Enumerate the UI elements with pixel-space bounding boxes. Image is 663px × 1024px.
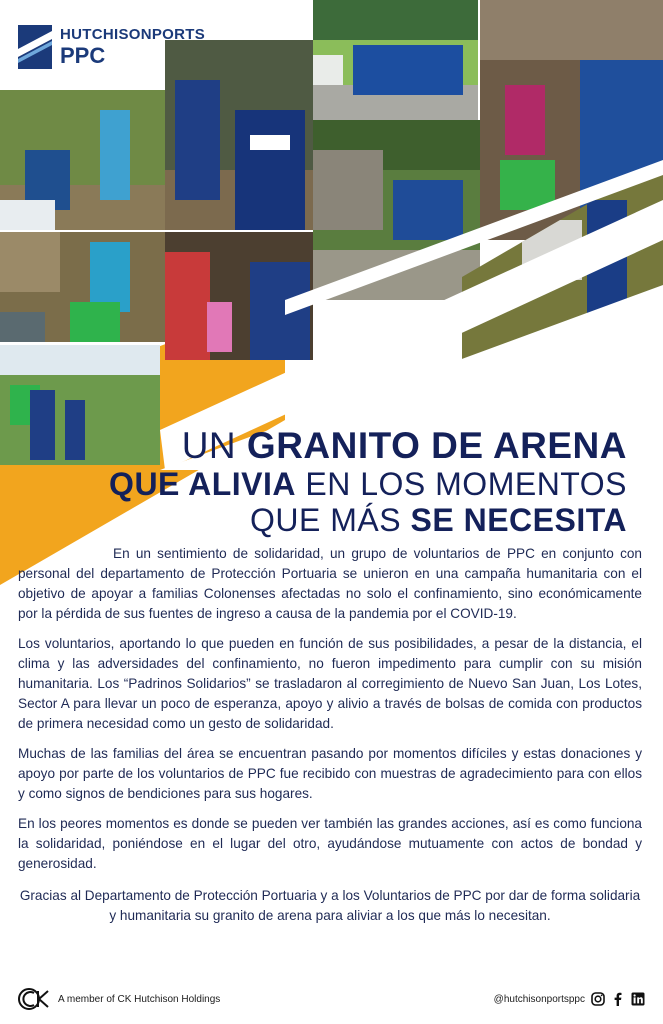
member-text: A member of CK Hutchison Holdings <box>58 993 221 1005</box>
footer <box>18 985 645 1013</box>
ck-logo-icon <box>18 988 52 1010</box>
headline <box>109 426 627 538</box>
closing-paragraph: Gracias al Departamento de Protección Portuaria y a los Voluntarios de PPC por dar de forma solidaria y humanitaria su granito de arena para aliviar a los que más lo necesitan. <box>19 888 641 923</box>
headline-emphasis: GRANITO DE ARENA <box>246 425 627 466</box>
paragraph: En un sentimiento de solidaridad, un grupo de voluntarios de PPC en conjunto con personal del departamento de Protección Portuaria se unieron en una campaña humanitaria con el objetivo de apoyar a familias Colonenses afectadas no solo el confinamiento, sino económicamente por la pérdida de sus fuentes de ingreso a causa de la pandemia por el COVID-19. <box>18 546 642 621</box>
diagonal-frame <box>0 0 663 470</box>
instagram-icon[interactable] <box>591 992 605 1006</box>
photo-collage <box>0 0 663 470</box>
headline-emphasis: QUE ALIVIA <box>109 466 296 502</box>
hutchison-ports-logo <box>18 25 205 69</box>
social-handle[interactable]: @hutchisonportsppc <box>493 993 585 1005</box>
paragraph: En los peores momentos es donde se pueden ver también las grandes acciones, así es como funciona la solidaridad, poniéndose en el lugar del otro, ayudándose mutuamente con actos de bondad y generosidad. <box>18 816 642 871</box>
logo-ppc: PPC <box>60 43 106 68</box>
article-body <box>18 544 642 936</box>
facebook-icon[interactable] <box>611 992 625 1006</box>
headline-word: QUE MÁS <box>250 502 411 538</box>
headline-word: UN <box>181 425 247 466</box>
linkedin-icon[interactable] <box>631 992 645 1006</box>
ports-logo-icon <box>18 25 52 69</box>
headline-emphasis: SE NECESITA <box>410 502 627 538</box>
paragraph: Los voluntarios, aportando lo que pueden en función de sus posibilidades, a pesar de la distancia, el clima y las adversidades del confinamiento, no fueron impedimento para cumplir con su misión humanitaria. Los “Padrinos Solidarios” se trasladaron al corregimiento de Nuevo San Juan, Los Lotes, Sector A para llevar un poco de esperanza, apoyo y alivio a través de bolsas de comida con productos de primera necesidad como un gesto de solidaridad. <box>18 636 642 731</box>
logo-brand-name: HUTCHISONPORTS <box>60 26 206 43</box>
headline-word: EN LOS MOMENTOS <box>295 466 627 502</box>
paragraph: Muchas de las familias del área se encuentran pasando por momentos difíciles y estas donaciones y apoyo por parte de los voluntarios de PPC fue recibido con muestras de agradecimiento para con ellos y como signos de bendiciones para sus hogares. <box>18 746 642 801</box>
